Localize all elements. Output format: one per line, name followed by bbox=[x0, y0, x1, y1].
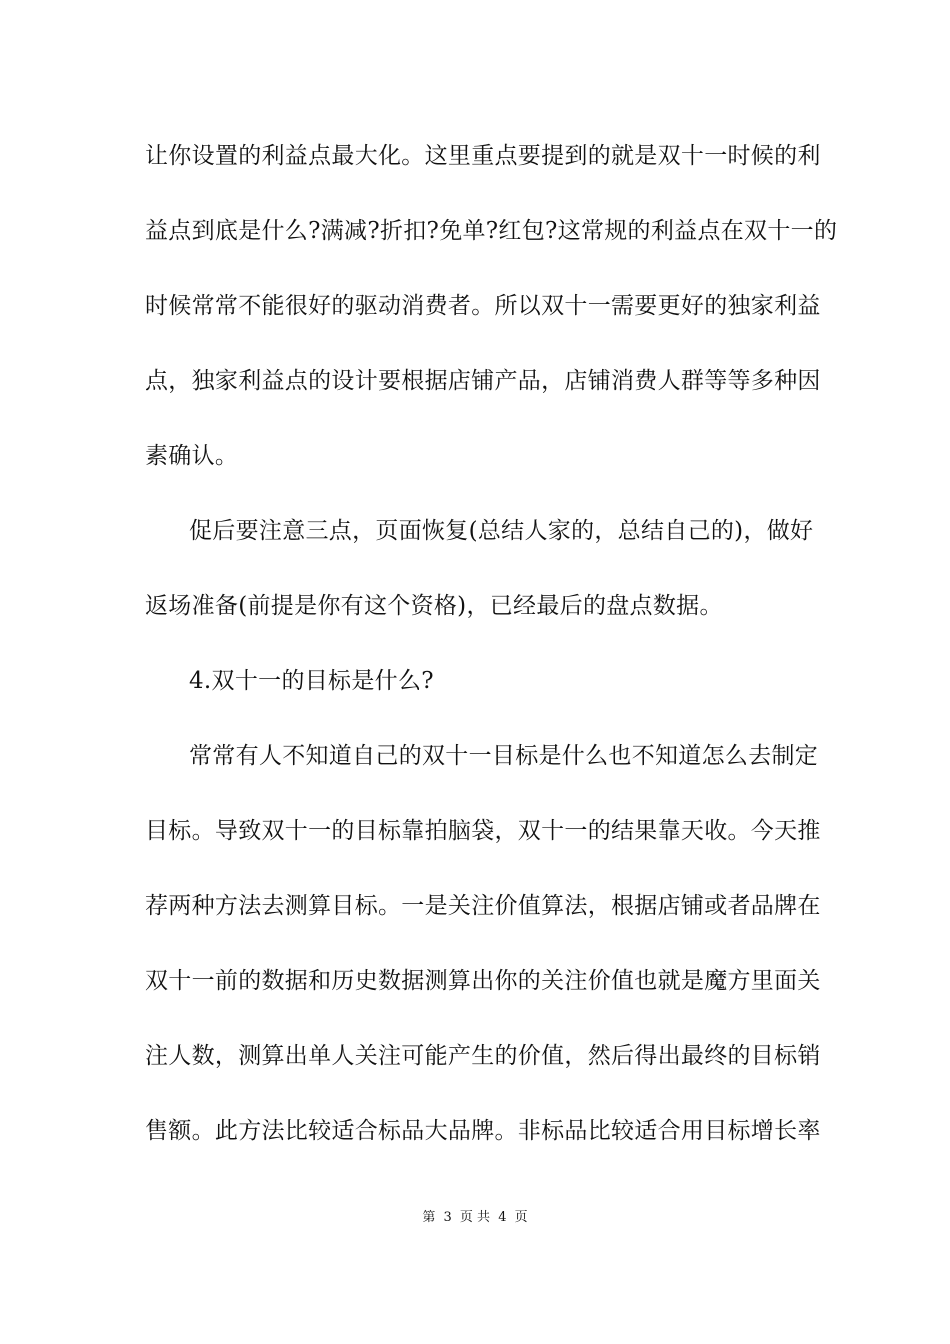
text-line: 让你设置的利益点最大化。这里重点要提到的就是双十一时候的利 bbox=[145, 143, 821, 169]
text-line: 点，独家利益点的设计要根据店铺产品，店铺消费人群等等多种因 bbox=[145, 368, 821, 394]
document-body bbox=[145, 133, 838, 1183]
text-line: 售额。此方法比较适合标品大品牌。非标品比较适合用目标增长率 bbox=[145, 1118, 821, 1144]
page-number-footer bbox=[0, 1210, 950, 1226]
current-page-number: 3 bbox=[443, 1210, 452, 1225]
text-line: 时候常常不能很好的驱动消费者。所以双十一需要更好的独家利益 bbox=[145, 293, 821, 319]
text-line: 益点到底是什么?满减?折扣?免单?红包?这常规的利益点在双十一的 bbox=[145, 218, 838, 244]
footer-middle: 页 共 bbox=[459, 1210, 491, 1225]
text-line: 注人数，测算出单人关注可能产生的价值，然后得出最终的目标销 bbox=[145, 1043, 821, 1069]
text-line: 返场准备(前提是你有这个资格)，已经最后的盘点数据。 bbox=[145, 593, 723, 619]
paragraph-start-line: 常常有人不知道自己的双十一目标是什么也不知道怎么去制定 bbox=[189, 743, 819, 769]
text-line: 目标。导致双十一的目标靠拍脑袋，双十一的结果靠天收。今天推 bbox=[145, 818, 821, 844]
section-heading: 4.双十一的目标是什么? bbox=[189, 668, 434, 694]
footer-suffix: 页 bbox=[514, 1210, 528, 1225]
text-line: 双十一前的数据和历史数据测算出你的关注价值也就是魔方里面关 bbox=[145, 968, 821, 994]
paragraph-start-line: 促后要注意三点，页面恢复(总结人家的，总结自己的)，做好 bbox=[189, 518, 814, 544]
total-page-number: 4 bbox=[498, 1210, 507, 1225]
footer-prefix: 第 bbox=[422, 1210, 436, 1225]
text-line: 素确认。 bbox=[145, 443, 239, 469]
text-line: 荐两种方法去测算目标。一是关注价值算法，根据店铺或者品牌在 bbox=[145, 893, 821, 919]
